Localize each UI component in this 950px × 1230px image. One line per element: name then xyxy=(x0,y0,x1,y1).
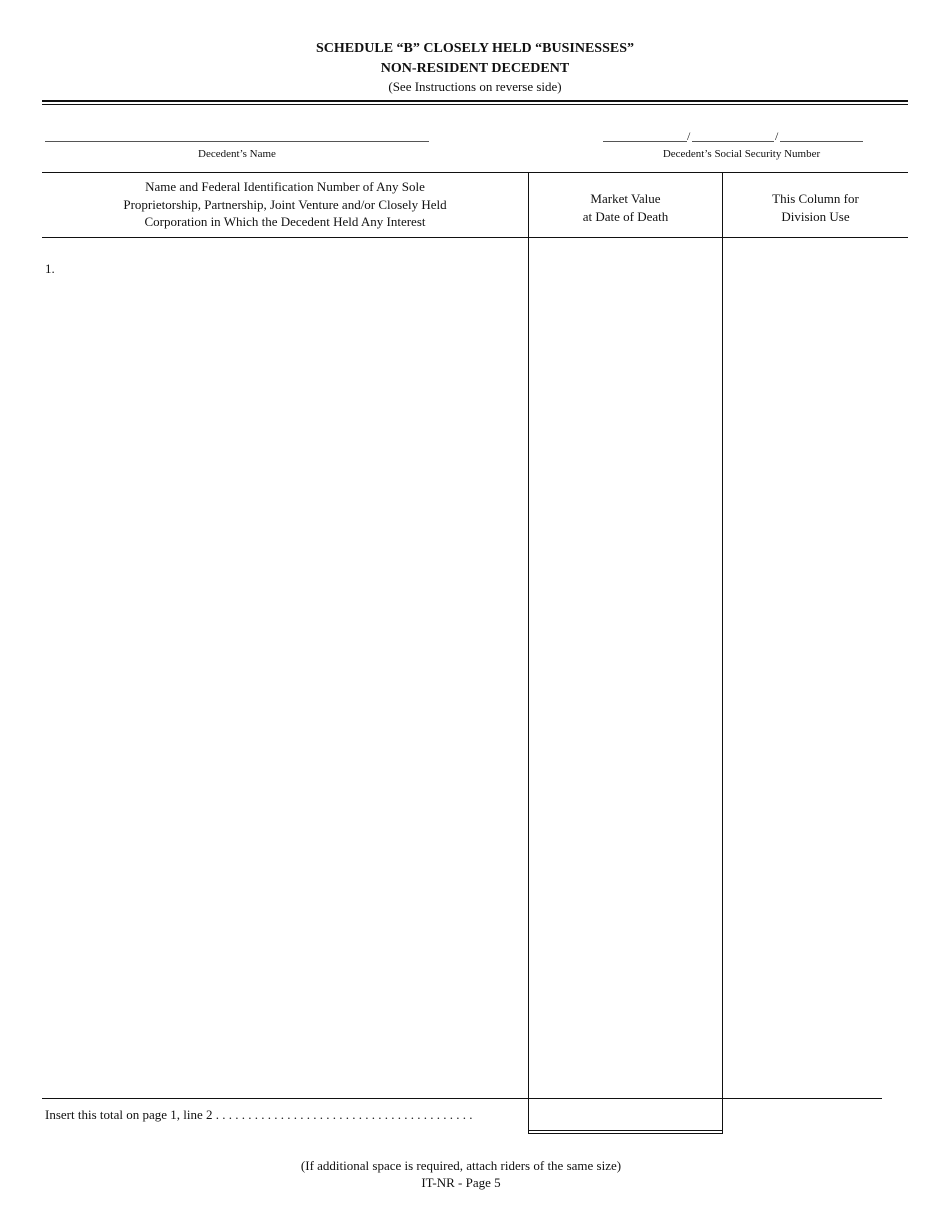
column-header-market-value-line1: Market Value xyxy=(590,191,661,206)
total-top-rule xyxy=(42,1098,882,1099)
ssn-field-part2[interactable] xyxy=(692,141,774,142)
form-title: SCHEDULE “B” CLOSELY HELD “BUSINESSES” xyxy=(316,41,634,56)
ssn-field-part1[interactable] xyxy=(603,141,687,142)
column-header-division-use xyxy=(723,172,908,237)
decedent-name-field[interactable] xyxy=(45,141,429,142)
column-header-division-use-line1: This Column for xyxy=(772,191,859,206)
business-description-cell[interactable] xyxy=(64,258,524,1088)
decedent-name-label: Decedent’s Name xyxy=(198,148,276,160)
header-rule-bottom xyxy=(42,104,908,105)
footer-note: (If additional space is required, attach riders of the same size) xyxy=(300,1158,622,1173)
column-header-market-value xyxy=(529,172,722,237)
ssn-separator-1: / xyxy=(687,129,691,143)
column-header-business-line1: Name and Federal Identification Number of Any Sole xyxy=(145,179,425,195)
division-use-cell xyxy=(726,258,906,1088)
column-header-business xyxy=(42,172,528,237)
ssn-label: Decedent’s Social Security Number xyxy=(662,148,821,160)
page-number: IT-NR - Page 5 xyxy=(421,1175,501,1190)
total-double-rule-1 xyxy=(528,1130,723,1131)
ssn-field-part3[interactable] xyxy=(780,141,863,142)
total-value-field[interactable] xyxy=(530,1102,720,1128)
instructions-note: (See Instructions on reverse side) xyxy=(388,79,562,94)
table-row xyxy=(42,238,908,1098)
header-rule-top xyxy=(42,100,908,102)
form-subtitle: NON-RESIDENT DECEDENT xyxy=(380,61,570,76)
column-header-market-value-line2: at Date of Death xyxy=(582,208,669,224)
market-value-cell[interactable] xyxy=(532,258,722,1088)
total-label: Insert this total on page 1, line 2 . . . . . . . . . . . . . . . . . . . . . . . . . . . . . . . . . . . . . . . . xyxy=(45,1107,473,1122)
column-header-business-line2: Proprietorship, Partnership, Joint Venture and/or Closely Held xyxy=(123,196,447,212)
ssn-separator-2: / xyxy=(775,129,779,143)
row-number: 1. xyxy=(45,261,55,276)
column-header-business-line3: Corporation in Which the Decedent Held Any Interest xyxy=(144,214,426,230)
column-header-division-use-line2: Division Use xyxy=(781,208,850,224)
total-double-rule-2 xyxy=(528,1133,723,1134)
